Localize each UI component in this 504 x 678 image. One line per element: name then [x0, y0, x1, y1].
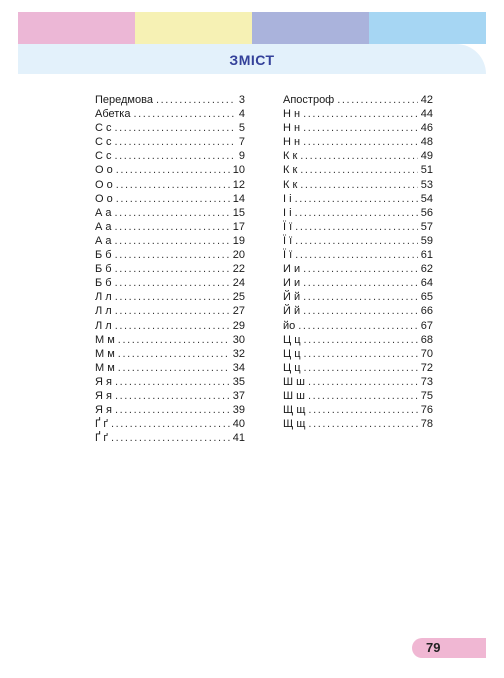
toc-entry-label: Б б — [95, 277, 112, 290]
toc-left-column — [95, 93, 245, 445]
toc-entry-page: 19 — [232, 234, 245, 247]
toc-leader-dots — [133, 107, 235, 121]
toc-leader-dots — [111, 431, 230, 445]
toc-entry-page: 67 — [420, 319, 433, 332]
toc-entry[interactable] — [283, 206, 433, 220]
page-number-badge — [412, 638, 486, 658]
toc-entry-page: 78 — [420, 418, 433, 431]
toc-entry-label: Передмова — [95, 94, 153, 106]
toc-entry[interactable] — [283, 403, 433, 417]
toc-entry-label: Ш ш — [283, 375, 305, 388]
toc-entry[interactable] — [95, 417, 245, 431]
toc-entry[interactable] — [283, 276, 433, 290]
toc-entry[interactable] — [95, 248, 245, 262]
toc-leader-dots — [116, 192, 230, 206]
toc-entry-page: 20 — [232, 249, 245, 262]
toc-entry[interactable] — [95, 121, 245, 135]
toc-leader-dots — [115, 375, 230, 389]
header-band-blue — [369, 12, 486, 44]
toc-leader-dots — [337, 93, 418, 107]
toc-entry-page: 25 — [232, 291, 245, 304]
toc-leader-dots — [115, 389, 230, 403]
toc-entry[interactable] — [95, 178, 245, 192]
toc-entry[interactable] — [95, 361, 245, 375]
header-band-purple — [252, 12, 369, 44]
toc-entry[interactable] — [95, 319, 245, 333]
toc-entry-page: 59 — [420, 234, 433, 247]
toc-entry[interactable] — [95, 163, 245, 177]
toc-entry-page: 44 — [420, 108, 433, 121]
header-band-pink — [18, 12, 135, 44]
toc-entry[interactable] — [95, 347, 245, 361]
toc-entry-label: Й й — [283, 305, 301, 318]
toc-leader-dots — [156, 93, 236, 107]
toc-leader-dots — [115, 234, 230, 248]
toc-entry-label: Б б — [95, 263, 112, 276]
toc-entry-page: 4 — [238, 108, 245, 121]
toc-entry-label: Абетка — [95, 108, 131, 121]
toc-entry-label: М м — [95, 347, 115, 360]
toc-entry-label: К к — [283, 178, 298, 191]
toc-leader-dots — [115, 276, 230, 290]
toc-leader-dots — [308, 375, 418, 389]
toc-entry-label: М м — [95, 333, 115, 346]
toc-entry-page: 49 — [420, 150, 433, 163]
toc-entry-label: Щ щ — [283, 418, 306, 431]
toc-entry-page: 3 — [238, 94, 245, 106]
toc-entry[interactable] — [283, 192, 433, 206]
toc-leader-dots — [295, 234, 418, 248]
toc-entry[interactable] — [283, 304, 433, 318]
toc-entry-label: О о — [95, 192, 113, 205]
toc-leader-dots — [304, 347, 418, 361]
toc-entry-page: 17 — [232, 220, 245, 233]
toc-entry[interactable] — [95, 149, 245, 163]
toc-entry[interactable] — [283, 262, 433, 276]
toc-leader-dots — [115, 290, 230, 304]
page-number: 79 — [426, 640, 441, 655]
toc-leader-dots — [303, 107, 418, 121]
toc-leader-dots — [115, 220, 230, 234]
toc-entry-label: Ц ц — [283, 361, 301, 374]
title-panel — [18, 44, 486, 74]
toc-entry-page: 27 — [232, 305, 245, 318]
toc-entry-page: 24 — [232, 277, 245, 290]
toc-leader-dots — [116, 163, 230, 177]
toc-entry-label: А а — [95, 234, 112, 247]
toc-entry-page: 46 — [420, 122, 433, 135]
toc-entry-page: 22 — [232, 263, 245, 276]
toc-leader-dots — [303, 276, 418, 290]
toc-entry-label: Б б — [95, 249, 112, 262]
toc-leader-dots — [304, 333, 418, 347]
toc-entry[interactable] — [283, 149, 433, 163]
toc-entry[interactable] — [283, 417, 433, 431]
toc-leader-dots — [115, 135, 236, 149]
toc-leader-dots — [115, 149, 236, 163]
toc-leader-dots — [303, 262, 418, 276]
toc-entry-page: 10 — [232, 164, 245, 177]
toc-entry-page: 15 — [232, 206, 245, 219]
toc-leader-dots — [118, 333, 230, 347]
toc-entry[interactable] — [283, 135, 433, 149]
toc-entry-page: 35 — [232, 375, 245, 388]
toc-entry-page: 40 — [232, 418, 245, 431]
toc-entry-label: Ї ї — [283, 220, 293, 233]
toc-entry-label: Й й — [283, 291, 301, 304]
toc-entry[interactable] — [95, 192, 245, 206]
toc-entry[interactable] — [95, 333, 245, 347]
toc-entry[interactable] — [95, 276, 245, 290]
toc-leader-dots — [118, 347, 230, 361]
toc-leader-dots — [295, 220, 418, 234]
toc-entry-page: 30 — [232, 333, 245, 346]
toc-leader-dots — [115, 121, 236, 135]
toc-leader-dots — [303, 121, 418, 135]
toc-entry-page: 75 — [420, 389, 433, 402]
toc-entry-page: 73 — [420, 375, 433, 388]
toc-entry-page: 62 — [420, 263, 433, 276]
toc-entry[interactable] — [95, 431, 245, 445]
toc-entry[interactable] — [95, 389, 245, 403]
toc-entry[interactable] — [283, 93, 433, 107]
toc-entry-label: Щ щ — [283, 404, 306, 417]
toc-entry-label: Ц ц — [283, 347, 301, 360]
toc-entry-page: 54 — [420, 192, 433, 205]
toc-entry-label: Я я — [95, 389, 112, 402]
toc-entry-label: М м — [95, 361, 115, 374]
toc-entry[interactable] — [283, 163, 433, 177]
toc-entry[interactable] — [283, 178, 433, 192]
toc-leader-dots — [116, 178, 230, 192]
toc-leader-dots — [295, 192, 418, 206]
toc-leader-dots — [115, 319, 230, 333]
toc-leader-dots — [295, 248, 418, 262]
toc-entry-label: К к — [283, 150, 298, 163]
toc-entry-label: Я я — [95, 404, 112, 417]
toc-entry[interactable] — [95, 107, 245, 121]
toc-entry-label: Ц ц — [283, 333, 301, 346]
toc-entry-label: Л л — [95, 319, 112, 332]
toc-entry-label: Ґ ґ — [95, 418, 108, 431]
toc-entry-page: 66 — [420, 305, 433, 318]
toc-entry[interactable] — [283, 220, 433, 234]
toc-leader-dots — [308, 417, 417, 431]
toc-leader-dots — [115, 262, 230, 276]
toc-entry[interactable] — [283, 375, 433, 389]
toc-entry-label: И и — [283, 263, 301, 276]
toc-entry-label: Н н — [283, 108, 301, 121]
toc-entry-page: 7 — [238, 136, 245, 149]
toc-entry-page: 57 — [420, 220, 433, 233]
toc-entry[interactable] — [283, 347, 433, 361]
toc-entry-label: Л л — [95, 291, 112, 304]
toc-entry-label: С с — [95, 136, 112, 149]
toc-entry-page: 76 — [420, 404, 433, 417]
toc-entry-label: О о — [95, 178, 113, 191]
toc-leader-dots — [304, 361, 418, 375]
toc-entry[interactable] — [95, 290, 245, 304]
toc-leader-dots — [118, 361, 230, 375]
toc-entry-page: 37 — [232, 389, 245, 402]
toc-entry-label: І і — [283, 192, 292, 205]
toc-entry[interactable] — [95, 262, 245, 276]
toc-leader-dots — [300, 178, 417, 192]
toc-entry[interactable] — [95, 304, 245, 318]
toc-entry[interactable] — [95, 93, 245, 107]
toc-leader-dots — [308, 389, 418, 403]
toc-entry-label: Апостроф — [283, 94, 335, 106]
toc-leader-dots — [115, 206, 230, 220]
toc-entry-label: А а — [95, 220, 112, 233]
toc-entry[interactable] — [283, 107, 433, 121]
toc-entry-page: 14 — [232, 192, 245, 205]
toc-leader-dots — [303, 304, 418, 318]
toc-entry-page: 29 — [232, 319, 245, 332]
toc-entry-label: Н н — [283, 122, 301, 135]
toc-entry-page: 72 — [420, 361, 433, 374]
toc-leader-dots — [115, 403, 230, 417]
toc-entry-label: Н н — [283, 136, 301, 149]
toc-entry-label: Я я — [95, 375, 112, 388]
toc-entry-page: 65 — [420, 291, 433, 304]
toc-entry-page: 68 — [420, 333, 433, 346]
toc-entry-label: Ґ ґ — [95, 432, 108, 445]
toc-entry-label: Ї ї — [283, 249, 293, 262]
toc-entry[interactable] — [95, 220, 245, 234]
toc-entry[interactable] — [95, 206, 245, 220]
toc-entry-label: О о — [95, 164, 113, 177]
toc-entry-label: С с — [95, 150, 112, 163]
toc-entry-label: А а — [95, 206, 112, 219]
header-band-yellow — [135, 12, 252, 44]
toc-leader-dots — [298, 319, 417, 333]
toc-entry-page: 48 — [420, 136, 433, 149]
toc-entry-page: 61 — [420, 249, 433, 262]
toc-entry-label: И и — [283, 277, 301, 290]
toc-entry-label: йо — [283, 319, 296, 332]
toc-entry-page: 39 — [232, 404, 245, 417]
toc-entry[interactable] — [283, 319, 433, 333]
toc-leader-dots — [303, 290, 418, 304]
toc-entry-page: 53 — [420, 178, 433, 191]
toc-entry-label: Ш ш — [283, 389, 305, 402]
toc-entry-page: 64 — [420, 277, 433, 290]
toc-entry-page: 34 — [232, 361, 245, 374]
toc-leader-dots — [115, 304, 230, 318]
toc-entry-page: 41 — [232, 432, 245, 445]
toc-leader-dots — [300, 149, 417, 163]
toc-entry-label: Л л — [95, 305, 112, 318]
toc-entry-label: К к — [283, 164, 298, 177]
toc-entry[interactable] — [283, 121, 433, 135]
toc-right-column — [283, 93, 433, 431]
toc-leader-dots — [111, 417, 230, 431]
toc-entry-label: С с — [95, 122, 112, 135]
page-title: ЗМІСТ — [229, 52, 275, 68]
toc-entry-page: 70 — [420, 347, 433, 360]
toc-entry-page: 51 — [420, 164, 433, 177]
toc-entry[interactable] — [95, 234, 245, 248]
toc-entry-page: 9 — [238, 150, 245, 163]
toc-entry[interactable] — [95, 375, 245, 389]
toc-entry[interactable] — [283, 234, 433, 248]
toc-leader-dots — [300, 163, 417, 177]
toc-entry-page: 12 — [232, 178, 245, 191]
toc-leader-dots — [115, 248, 230, 262]
toc-entry-label: І і — [283, 206, 292, 219]
toc-entry-page: 56 — [420, 206, 433, 219]
toc-entry[interactable] — [95, 135, 245, 149]
toc-leader-dots — [308, 403, 417, 417]
toc-entry[interactable] — [283, 361, 433, 375]
toc-entry[interactable] — [283, 333, 433, 347]
toc-entry-page: 32 — [232, 347, 245, 360]
toc-leader-dots — [303, 135, 418, 149]
toc-entry[interactable] — [95, 403, 245, 417]
toc-entry-label: Ї ї — [283, 234, 293, 247]
toc-leader-dots — [295, 206, 418, 220]
toc-entry[interactable] — [283, 248, 433, 262]
toc-entry[interactable] — [283, 389, 433, 403]
toc-entry-page: 5 — [238, 122, 245, 135]
toc-entry-page: 42 — [420, 94, 433, 106]
toc-entry[interactable] — [283, 290, 433, 304]
